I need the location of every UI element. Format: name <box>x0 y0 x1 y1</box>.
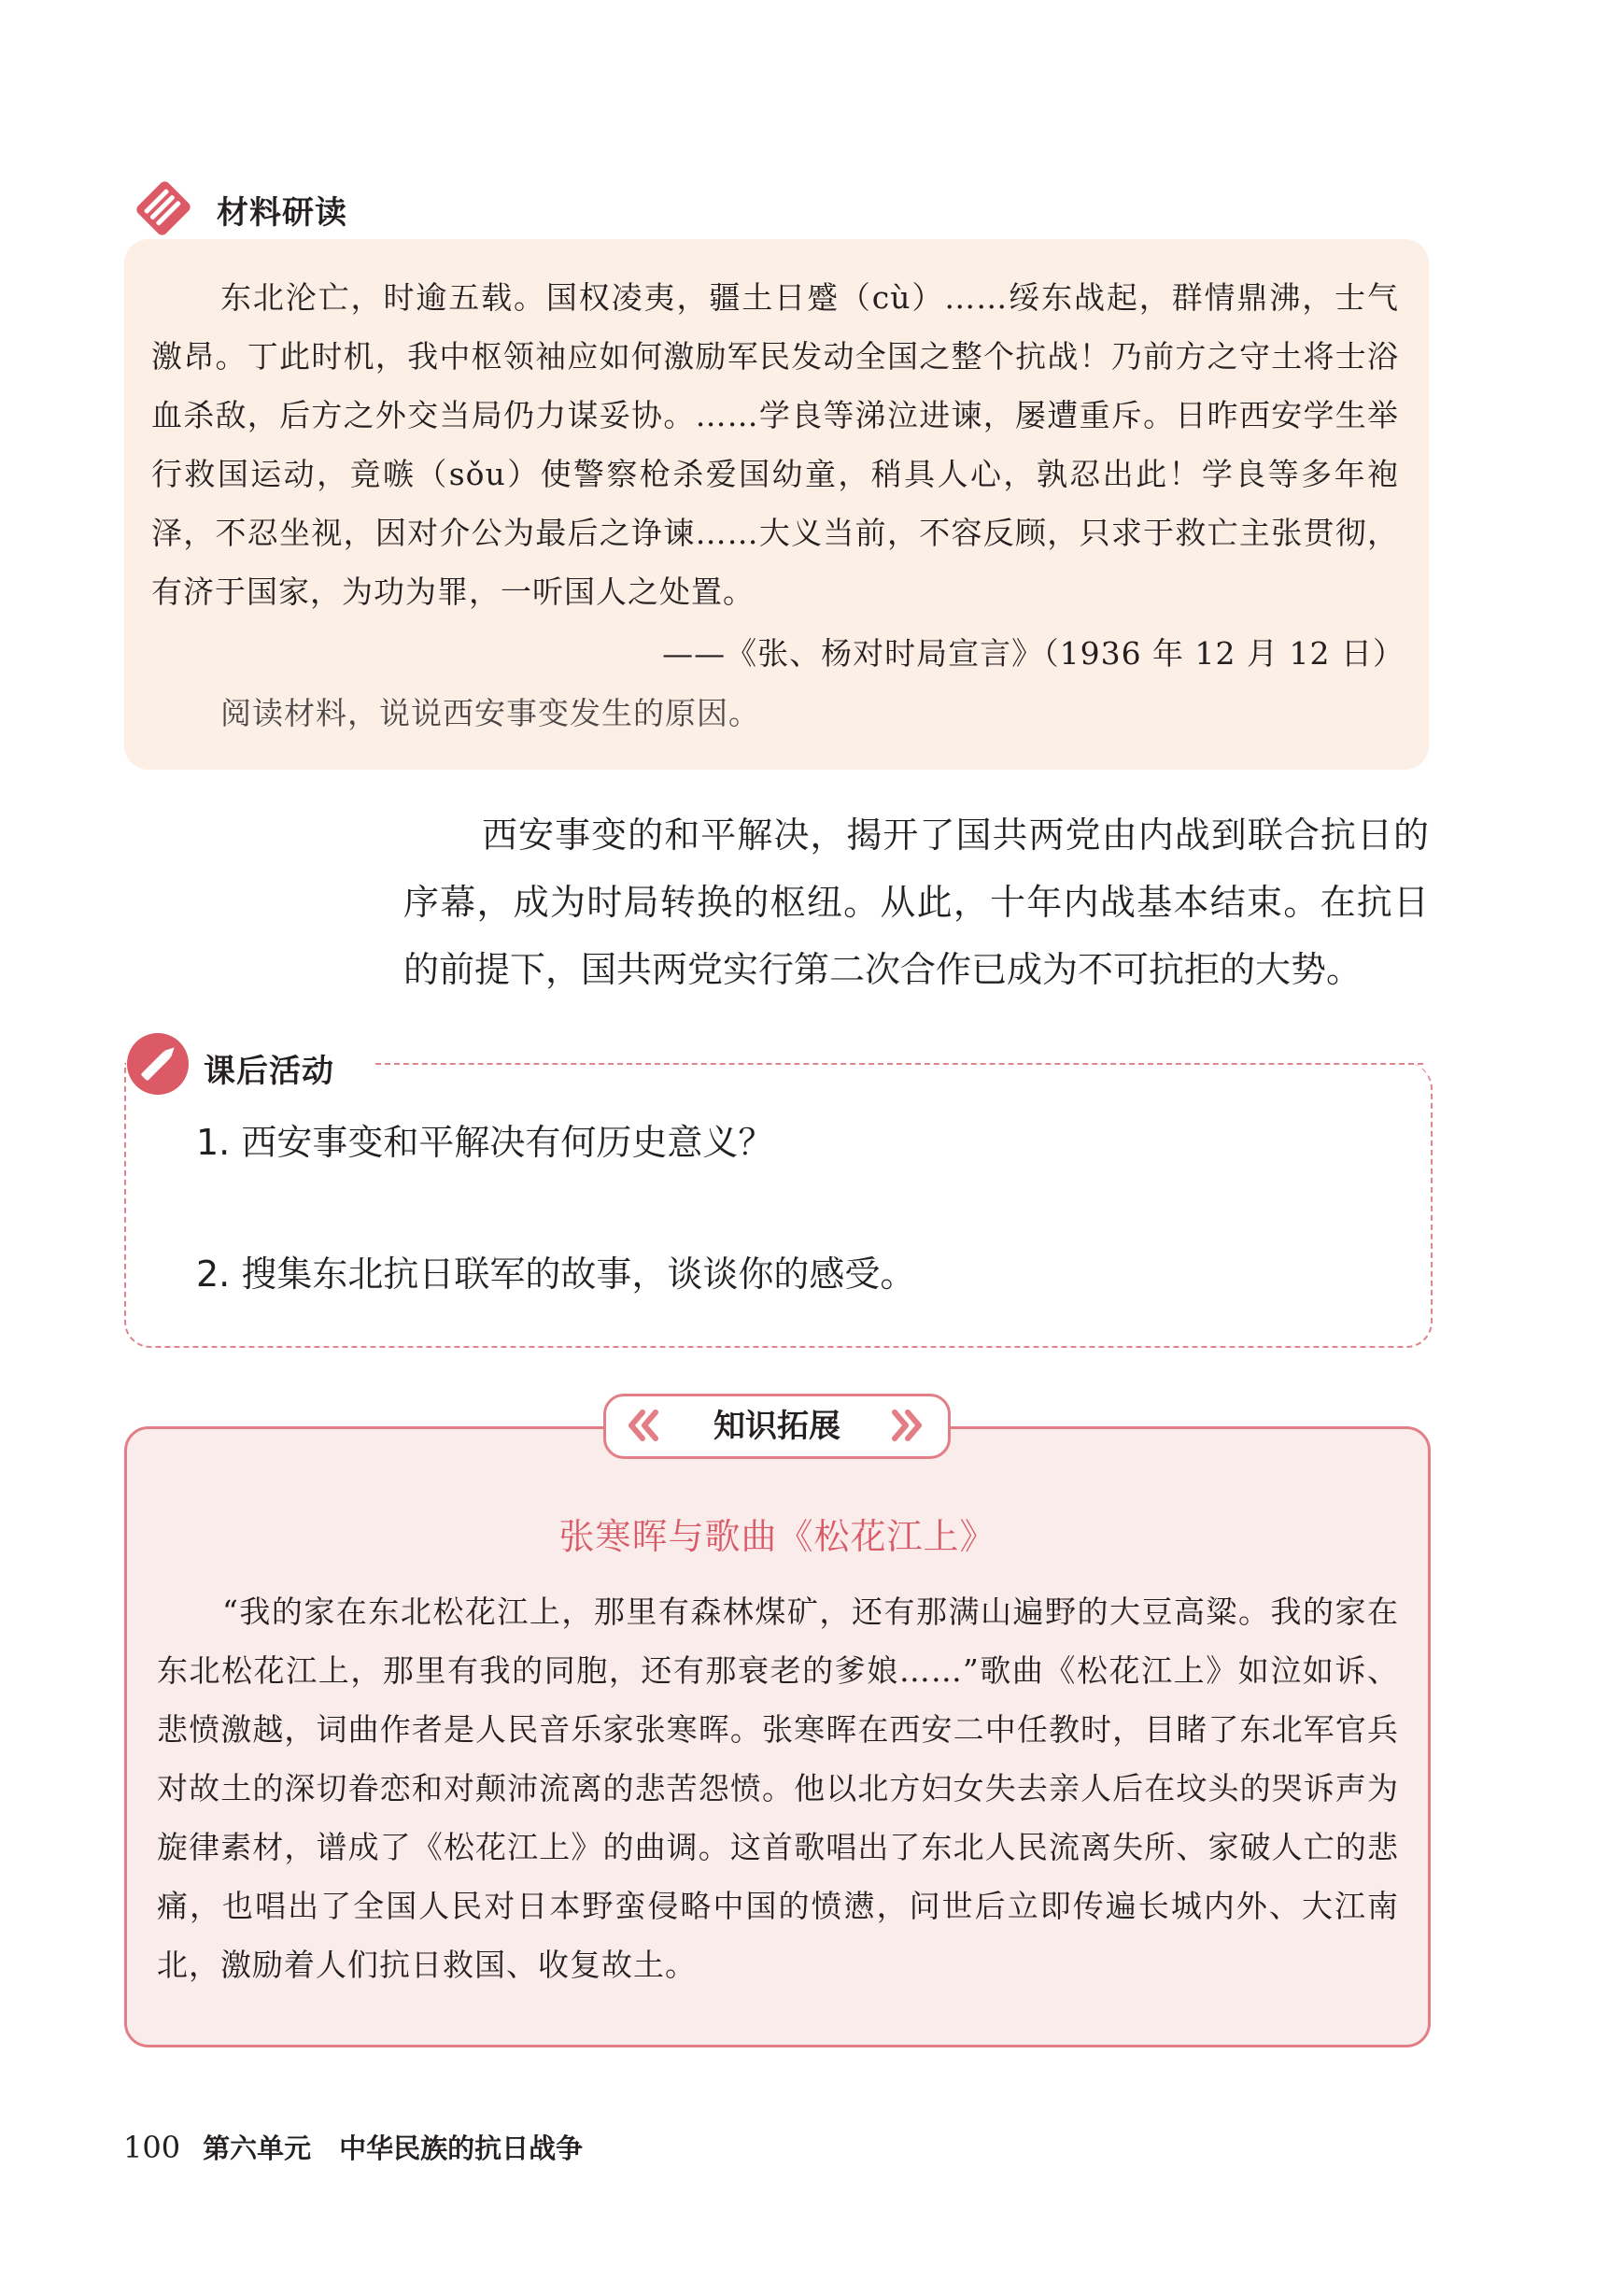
activity-question: 1. 西安事变和平解决有何历史意义？ <box>196 1122 774 1163</box>
extension-title: 张寒晖与歌曲《松花江上》 <box>558 1516 996 1557</box>
extension-text: “我的家在东北松花江上，那里有森林煤矿，还有那满山遍野的大豆高粱。我的家在东北松花江上，那里有我的同胞，还有那衰老的爹娘……”歌曲《松花江上》如泣如诉、悲愤激越，词曲作者是人民音乐家张寒晖。张寒晖在西安二中任教时，目睹了东北军官兵对故土的深切眷恋和对颠沛流离的悲苦怨愤。他以北方妇女失去亲人后在坟头的哭诉声为旋律素材，谱成了《松花江上》的曲调。这首歌唱出了东北人民流离失所、家破人亡的悲痛，也唱出了全国人民对日本野蛮侵略中国的愤懑，问世后立即传遍长城内外、大江南北，激励着人们抗日救国、收复故土。 <box>157 1594 1399 1983</box>
knowledge-extension-label: 知识拓展 <box>713 1408 840 1445</box>
pencil-icon <box>125 1031 191 1097</box>
body-paragraph: 西安事变的和平解决，揭开了国共两党由内战到联合抗日的序幕，成为时局转换的枢纽。从此，十年内战基本结束。在抗日的前提下，国共两党实行第二次合作已成为不可抗拒的大势。 <box>403 815 1429 990</box>
material-question: 阅读材料，说说西安事变发生的原因。 <box>220 695 760 731</box>
activity-question: 2. 搜集东北抗日联军的故事，谈谈你的感受。 <box>196 1254 916 1295</box>
activity-box <box>124 1063 1433 1348</box>
page-footer <box>123 2127 583 2169</box>
page-number: 100 <box>123 2130 181 2165</box>
chapter-name: 中华民族的抗日战争 <box>339 2132 584 2164</box>
material-source: ——《张、杨对时局宣言》（1936 年 12 月 12 日） <box>662 635 1405 672</box>
material-reading-heading: 材料研读 <box>217 194 347 232</box>
activity-box-top-border <box>375 1063 1423 1065</box>
unit-name: 第六单元 <box>203 2132 312 2164</box>
material-quote-text: 东北沦亡，时逾五载。国权凌夷，疆土日蹙（cù）……绥东战起，群情鼎沸，士气激昂。丁此时机，我中枢领袖应如何激励军民发动全国之整个抗战！乃前方之守土将士浴血杀敌，后方之外交当局仍力谋妥协。……学良等涕泣进谏，屡遭重斥。日昨西安学生举行救国运动，竟嗾（sǒu）使警察枪杀爱国幼童，稍具人心，孰忍出此！学良等多年袍泽，不忍坐视，因对介公为最后之诤谏……大义当前，不容反顾，只求于救亡主张贯彻，有济于国家，为功为罪，一听国人之处置。 <box>151 279 1399 610</box>
book-icon <box>131 176 196 241</box>
double-chevron-right-icon <box>887 1407 928 1444</box>
activity-heading: 课后活动 <box>204 1053 334 1090</box>
